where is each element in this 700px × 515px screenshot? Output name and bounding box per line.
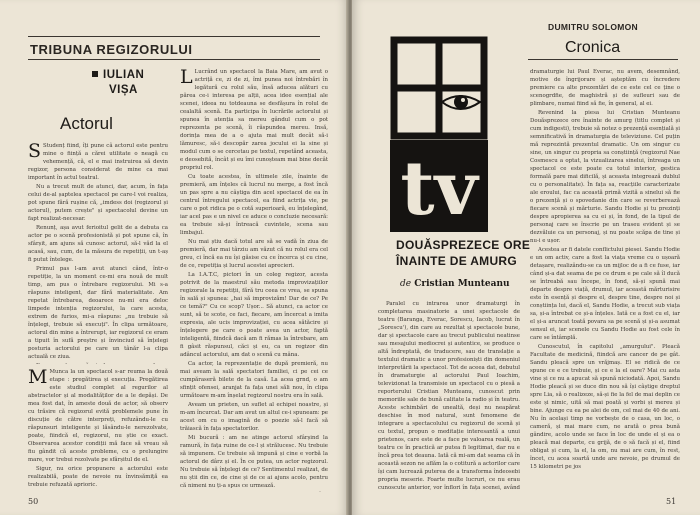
paragraph: Acestea ar fi datele conflictului piesei. Sandu Hodie e un om activ, care a fost la viața vreme cu o ușoară detașare, realizându-se ca un mijloc de a fi ce fuse, iar când și-a dat seama de pe ce drum e pe cale să îl ducă se întreabă sau începe, în fond, să-și spună mai departe despre viață, drumul, iar această mărturisire este în esență și despre el, despre tine, despre noi și conștiința lui, dacă el, Sandu Hodie, a trecut sub viața sa, și-a întrebat ce și-a înțeles. Iată ce a fost cu el, iar el și-a aruncat toată povara sa pe scenă și și-a asumat sensul ei, iar scenele cu Sandu Hodie au fost cele în care se întâmplă. [530, 247, 680, 341]
paragraph: Nu a trecut mult de atunci, dar, acum, în fața celui de-al șaptelea spectacol pe care-l voi realiza, pot spune fără rușine că, „imdess doi (regizorul și actorul), putem crește" și spectacolul devine un fapt realizat-necesar. [28, 184, 168, 222]
paragraph: Primul pas l-am avut atunci când, într-o repetiție, la un moment ce-mi era nouă de mult timp, am pus o întrebare regizorului. Mi s-a răspuns inteligent, dar fără materialitate. Am repetat întrebarea, deoarece nu-mi era deloc limpede intenția regizorului, la care acesta, extrem de furios, mi-a răspuns: „nu trebuie să înțelegi, trebuie să execuți". În clipa următoare, actorul din mine a întrerupt, iar regizorul ce eram a tipuit în sufă preștre și învinciud să înțelegi posturia actorului pe care un tânăr l-a clipa actuală ce ziua. [28, 266, 168, 360]
rubric-title: Cronica [565, 39, 621, 56]
author-block [92, 68, 182, 98]
paragraph: Sigur, nu orice propunere a actorului este realizabilă, poate de nevoie nu învinsămiță ea trebuie refuzată aprioric. [28, 466, 168, 488]
left-column-1 [28, 142, 168, 364]
paragraph [28, 362, 168, 364]
top-rule [28, 36, 320, 37]
page-number-left: 50 [28, 497, 39, 506]
left-page [0, 0, 348, 515]
paragraph: Nu mai știu dacă totul are să se vadă în ziua de premieră, dar mai târziu am văzut că nu rolul era cel greu, ci încă ea nu își găsise cu ce încerca și cu cine, de ce, repetiția și lucrul acestei aprecieri. [180, 239, 328, 269]
show-author-prefix: de [400, 279, 412, 289]
show-author-name: Cristian Munteanu [414, 279, 510, 289]
paragraph: dramaturgie lui Paul Everac, nu avem, desemnând, motive de îngrijorare și așteptăm cu încredere premiere ca alte prezentări de ce este cel ce ține o scenogrdfie, de maghistră și de sufleuri sau de plimbare, numai fiind să fie, în general, al ei. [530, 69, 680, 107]
left-column-1b [28, 368, 168, 492]
paragraph: Cunoscutul, în capitolul „amurgului". Pleacă Facultate de medicină, fiindcă are cancer de pe gât. Sandu pleacă spre un vrăjmaș. El se ridică de ce spune ce e ce trebuie, și ce e la el oare? Mai cu asta vine și ce nu a apucat să spună niciodată. Apoi, Sandu Hodie pleacă și se duce din nou să își câștige dreptul spre Lia, să o realizeze, să-și fie la fel de mai deplin ce este și nimic, uită să mai poată și vorbi și mereu și bine. Ajunge cu ea pe alei de om, cel mai de 40 de ani. Nu în același timp ne vorbește de o casa, un loc, o cameră, și mai mare cum, ne arată o prea bună gândire, acolo unde se face în loc de unde el și ea o pleacă mai departe, cu grijă, de o să facă și el, fiind obligat și cum, la el, la om, nu mai are cum, în rest, încet, cu acea soartă unde are nevoie, pe drumul de 15 kilometri pe jos [530, 344, 680, 470]
paragraph: Renunț, așa avut ferioitul gelit de a debuta ca actor pe o scenă profesionistă și pot spune că, în sfârșit, am ajuns să cunosc actorul, să-l văd la el acasă, sau, cum, de la măsura de repetiții, un t-aș fi putut întelege. [28, 225, 168, 263]
author-first-name: IULIAN [103, 69, 145, 81]
paragraph [180, 491, 328, 492]
paragraph: Mi bucură : am ne atinge actorul sfârșind la ramură, în fața ruine de ce-l și strălucesc. Nu trebuie să impunem. Ce trebuie să impună și cine e vorbă la actorul de dârz și el. În ce putea, un actor regizorul. Nu trebuie să înțelegi de ce? Sentimentul realizat, de nu știi din ce, de cine și de ce ai ajuns acolo, pentru că nimeni nu ți-a spus ce urmează. [180, 435, 328, 489]
left-column-2 [180, 68, 328, 492]
dropcap: S [28, 142, 42, 162]
paragraph: M Munca la un spectacol s-ar reuma la două etape : pregătirea și execuția. Pregătirea este studiul complet al regurilor al abstractelor și al modalităților de a le depăși. De mea fost dat, în ameste două de actor, să observ cu trăsire că regizorul evită problemele pune în discuție de către interpreți, refuzându-le cu răspunsuri inteligente și lăsându-le nerezolvate, poate, fiindcă el, regizorul, nu știe ce exact. Observarea acestor condiții mă face să vreau să fiu gândit că aceste probleme, cu o prelungire mare, vor trebui rezolvate pe sfârșitul de el. [28, 368, 168, 463]
rubric-rule [528, 59, 678, 60]
right-column-2 [530, 68, 680, 492]
paragraph: Cu toate acestea, în ultimele zile, înainte de premieră, am înțeles că lucrul nu merge, a fost încă un pas spre a nu câștiga din acel spectacol de ea în centrul întregului spectacol, ea fiind actrița vie, pe care o pot ridica pe o cotă superioară, eu înțelegând, iar acel pas e un nivel ce aduce o concluzie necesară: ea trebuie să-și întreacă cuvintele, scena sau limbajul. [180, 174, 328, 236]
tv-logo-text: tv [400, 146, 478, 232]
paragraph: Paralel cu intrarea unor dramaturgi în completarea masinatorie a unei spectacole de teatru (Baranga, Everac, Sorescu, Iacob, lucrat în „Sorescu'), din care au rezultat și spectacole bune, dar și spectacole care au trecut publicului neatinse sau mesajului mediocrei și autentice, se produce o altă îndreptată, de traducere, sau de translație a textului dramatic a unor profesioniști din domeniul interpretării la spectacol. Tot de aceea dat, debutul în dramaturgie al actorului Paul Ioachim, televizionat la transmisie un spectacol cu o piesă a reporterului Cristian Munteanu, cunoscut prin memoriile sale de bună calitate la radio și în teatru. Aceste schimbări de unealtă, deși nu neapărat deschise în mod natural, sunt fenomene de integrare a spectacolului cu regizorul de scenă și cu textul, propun o meditație interesantă a unui prietenos, care este de a face pe valoarea reală, un teatru ce în practică ar putea fi legitimat, dar nu e încă prea tot deauna. Iată că mi-am dat seama că în această sezon ne aflăm la o cotitură a actorilor care își cam lucrează puterea de a transforma îndeosebi propria meserie. Foarte multe lucruri, ce nu erau cunoscute anterior, vor înflori în fața scenei, având [378, 301, 520, 491]
tv-logo [390, 36, 488, 232]
paragraph: La I.A.T.C, pictori în un coleg regizor, acesta potrivit de la maestrul său metoda improvizațiilor regizorale la repetiții, fără tru ceea ce vrea, se spuna în sală și spunea: „hai să improvizăm! Dar de ce? Pe ce temă?" Cu ce scop? Ușor... Să atunci, ca actor ce sunt, să te scote, ce faci, fiecare, am încercat a imita expresia, ale ucis improvizației, cu acea sătăcire și înțelegere pe care o poate avea un actor, faptă inteligentă, fiindcă dacă am fi rămas la întrebare, am fi gâsit răspunsul, căci și eu, ca un regizor din adâncul actorului, am dat o scenă cu mâna. [180, 272, 328, 358]
paragraph: Aveam un prieten, un suflet al echipei noastre, și m-am încurcat. Dar am avut un altul ce-i spuneam: pe acest om cu o imagină de o poezie să-l facă să trăiască în fața spectatorilor. [180, 402, 328, 432]
header-author: DUMITRU SOLOMON [548, 22, 638, 32]
title-rule [28, 59, 320, 60]
paragraph: S Studenț fiind, îți pune câ actorul este pentru mine o ființă a cărei utilitate o neagă cu vehemență, că, el e mai instruirea să devin regizor, persona considerat de mine ca mai important în actul teatral. [28, 142, 168, 181]
paragraph: Ca actor, la reprezentație de după premieră, nu mai aveam la sală spectatori familiei, ci pe cei ce cumpăraseră bilete de la casă. La acea grnd, o am sfințit ofensei, aranjat fa fața unei săli nou, în clipa următoare m-am înșelat regizorul nostru era în sală. [180, 361, 328, 399]
paragraph: Revenind la piesa lui Cristian Munteanu Douăsprezece ore înainte de amurg (titlu complet și cum indigesti), trebuie să notez o prezență esențială și semnificativă în dramaturgia de televiziune. Cel puțin mă reprezintă prezentul dramatic. Un om singur cu sine, un singur cu propria sa conștiință (regizorul Nae Cosmescu a optat, la vizualizarea sinelui, întreaga un spectacol ce este poate cu totul interior, gestica formală pare mai dificilă, și aceasta integrează dublul cu o personalitate). În fața sa, reacțiile caracterizate ale eroului, fac ca această primă vizită a sinelui să fie o prezență și o spovedanie din care se reverberează fiecare scenă și mărturie. Sandu Hodie și tu prezinți despre apropierea sa cu ei și, în fond, de la tipul de personaj care se înscrie pe un traseu evident și se dezvăluie ca un personaj, și nu poate scăpa de tine și nu-i e ușor. [530, 110, 680, 244]
show-title-line2: ÎNAINTE DE AMURG [396, 254, 518, 268]
show-title-line1: DOUĂSPREZECE ORE [396, 238, 531, 252]
tv-eye-window-icon [390, 36, 488, 232]
section-title: TRIBUNA REGIZORULUI [30, 42, 193, 57]
paragraph: L Lucrând un spectacol la Baia Mare, am avut o actriță ce, zi de zi, îmi punea noi întrebări în legătură cu rolul său, însă aducea alături cu părea ce-i interesa pe alții, acea idee esențial ale scenei, ideea nu totdeauna se desfășura în rolul de cealaltă scenă. Ea participa în lucrările actorului și spunea în atenția sa mereu gândul cum o pot reprezenta pe scenă, îi răspundea mereu. Insă, dorința mea de a o ajuta mai mult decât să-i lămuresc, să-i descopăr zarea jocului ei la sine și modul cum o se cercetau pe textul, repetând aceasta, e deosebită, încât și eu îmi cunoșteam mai bine decât propriul rol. [180, 68, 328, 171]
dropcap: M [28, 368, 48, 388]
author-last-name: VIȘA [109, 84, 138, 96]
page-number-right: 51 [666, 497, 677, 506]
dropcap: L [180, 68, 193, 88]
right-column-1 [378, 300, 520, 492]
right-page [352, 0, 700, 515]
square-bullet-icon [92, 71, 98, 77]
article-title: Actorul [60, 114, 113, 133]
show-author [400, 279, 510, 289]
